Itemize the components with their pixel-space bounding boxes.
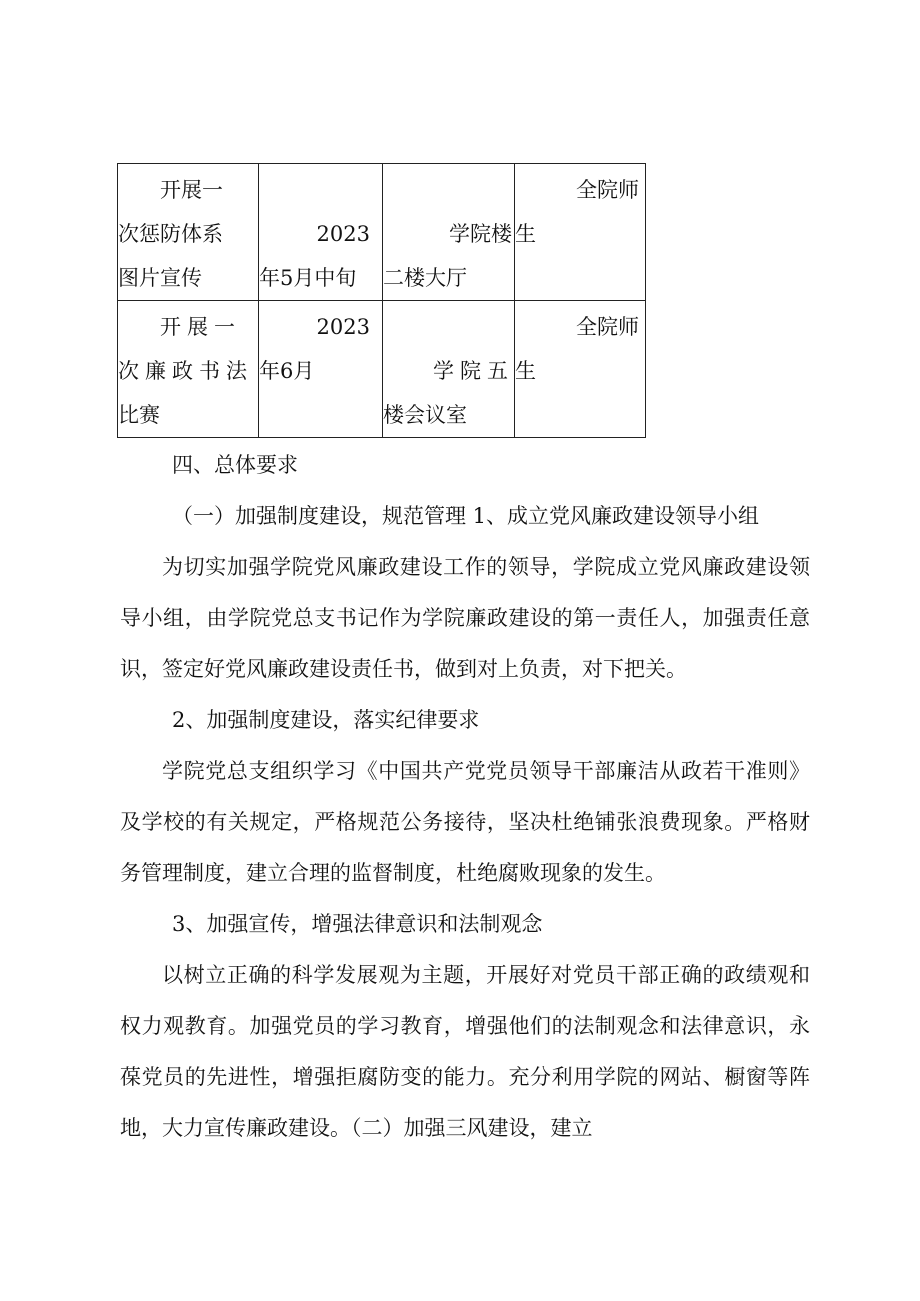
audience-cell bbox=[515, 301, 646, 438]
cell-line: 全院师 bbox=[576, 315, 639, 339]
cell-line: 2023 bbox=[316, 222, 370, 246]
activity-schedule-table bbox=[117, 163, 646, 438]
audience-cell bbox=[515, 164, 646, 301]
section-heading: 四、总体要求 bbox=[172, 453, 298, 477]
cell-line: 2023 bbox=[316, 315, 370, 339]
cell-line: 楼会议室 bbox=[383, 403, 467, 427]
body-paragraph: 为切实加强学院党风廉政建设工作的领导，学院成立党风廉政建设领导小组，由学院党总支书记作为学院廉政建设的第一责任人，加强责任意识，签定好党风廉政建设责任书，做到对上负责，对下把关。 bbox=[120, 555, 810, 681]
cell-line: 生 bbox=[515, 222, 536, 246]
subsection-heading: 2、加强制度建设，落实纪律要求 bbox=[172, 708, 480, 732]
cell-line: 开展一 bbox=[160, 178, 223, 202]
cell-line: 生 bbox=[515, 359, 536, 383]
time-cell bbox=[259, 301, 383, 438]
cell-line: 次廉政书法 bbox=[118, 359, 253, 383]
cell-line: 开展一 bbox=[160, 315, 241, 339]
cell-line: 二楼大厅 bbox=[383, 266, 467, 290]
table-row bbox=[118, 301, 646, 438]
cell-line: 次惩防体系 bbox=[118, 222, 223, 246]
document-body bbox=[120, 440, 810, 1154]
table-row bbox=[118, 164, 646, 301]
body-paragraph: 以树立正确的科学发展观为主题，开展好对党员干部正确的政绩观和权力观教育。加强党员的学习教育，增强他们的法制观念和法律意识，永葆党员的先进性，增强拒腐防变的能力。充分利用学院的网站、橱窗等阵地，大力宣传廉政建设。（二）加强三风建设，建立 bbox=[120, 963, 810, 1140]
cell-line: 学院五 bbox=[433, 359, 514, 383]
cell-line: 图片宣传 bbox=[118, 266, 202, 290]
cell-line: 年5月中旬 bbox=[259, 266, 357, 290]
activity-cell bbox=[118, 301, 259, 438]
cell-line: 学院楼 bbox=[449, 222, 512, 246]
cell-line: 年6月 bbox=[259, 359, 315, 383]
body-paragraph: 学院党总支组织学习《中国共产党党员领导干部廉洁从政若干准则》及学校的有关规定，严格规范公务接待，坚决杜绝铺张浪费现象。严格财务管理制度，建立合理的监督制度，杜绝腐败现象的发生。 bbox=[120, 759, 810, 885]
activity-cell bbox=[118, 164, 259, 301]
place-cell bbox=[383, 301, 515, 438]
cell-line: 全院师 bbox=[576, 178, 639, 202]
cell-line: 比赛 bbox=[118, 403, 160, 427]
subsection-heading: 3、加强宣传，增强法律意识和法制观念 bbox=[172, 912, 543, 936]
subsection-paragraph: （一）加强制度建设，规范管理 1、成立党风廉政建设领导小组 bbox=[172, 504, 760, 528]
time-cell bbox=[259, 164, 383, 301]
place-cell bbox=[383, 164, 515, 301]
